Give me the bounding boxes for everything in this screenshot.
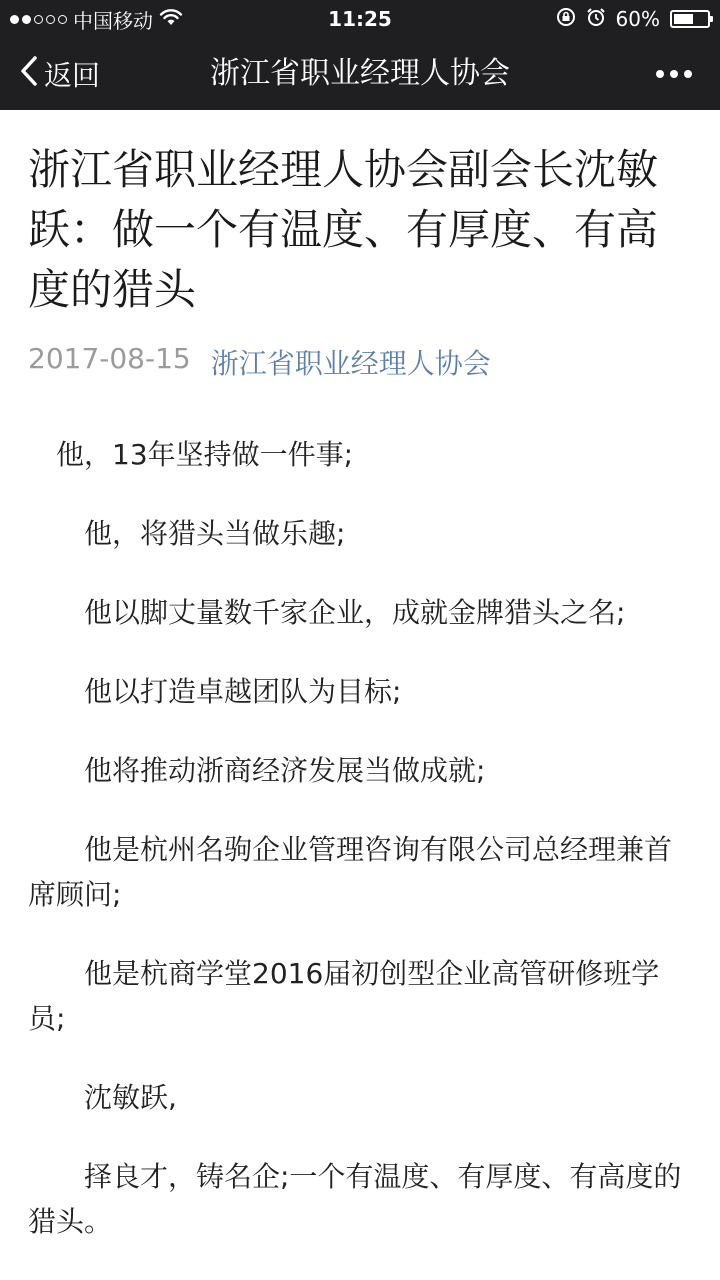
article-date: 2017-08-15 xyxy=(28,342,191,375)
paragraph: 择良才，铸名企;一个有温度、有厚度、有高度的猎头。 xyxy=(28,1160,682,1238)
article-author-link[interactable]: 浙江省职业经理人协会 xyxy=(210,347,491,380)
paragraph: 他，将猎头当做乐趣; xyxy=(84,517,346,550)
article-title: 浙江省职业经理人协会副会长沈敏跃：做一个有温度、有厚度、有高度的猎头 xyxy=(28,145,659,314)
alarm-icon xyxy=(586,7,606,32)
back-label: 返回 xyxy=(44,59,101,92)
article-meta xyxy=(28,342,692,382)
paragraph: 沈敏跃, xyxy=(84,1081,177,1114)
status-bar xyxy=(0,0,720,38)
paragraph: 他以脚丈量数千家企业，成就金牌猎头之名; xyxy=(84,596,626,629)
navigation-bar xyxy=(0,38,720,110)
rotation-lock-icon xyxy=(556,7,576,32)
article xyxy=(28,140,692,1278)
nav-title: 浙江省职业经理人协会 xyxy=(210,56,510,91)
status-right xyxy=(556,0,710,38)
carrier-name: 中国移动 xyxy=(73,8,153,33)
battery-icon xyxy=(670,10,710,28)
more-dot-icon xyxy=(684,70,692,78)
more-dot-icon xyxy=(670,70,678,78)
paragraph: 他将推动浙商经济发展当做成就; xyxy=(84,754,486,787)
status-time: 11:25 xyxy=(328,7,392,31)
paragraph: 他是杭商学堂2016届初创型企业高管研修班学员; xyxy=(28,957,660,1035)
more-options-button[interactable] xyxy=(656,38,692,110)
paragraph: 他是杭州名驹企业管理咨询有限公司总经理兼首席顾问; xyxy=(28,833,673,911)
battery-percent: 60% xyxy=(615,7,660,31)
paragraph: 他，13年坚持做一件事; xyxy=(56,438,354,471)
paragraph: 他以打造卓越团队为目标; xyxy=(84,675,402,708)
more-dot-icon xyxy=(656,70,664,78)
article-body xyxy=(28,432,692,1244)
battery-level xyxy=(674,14,693,24)
